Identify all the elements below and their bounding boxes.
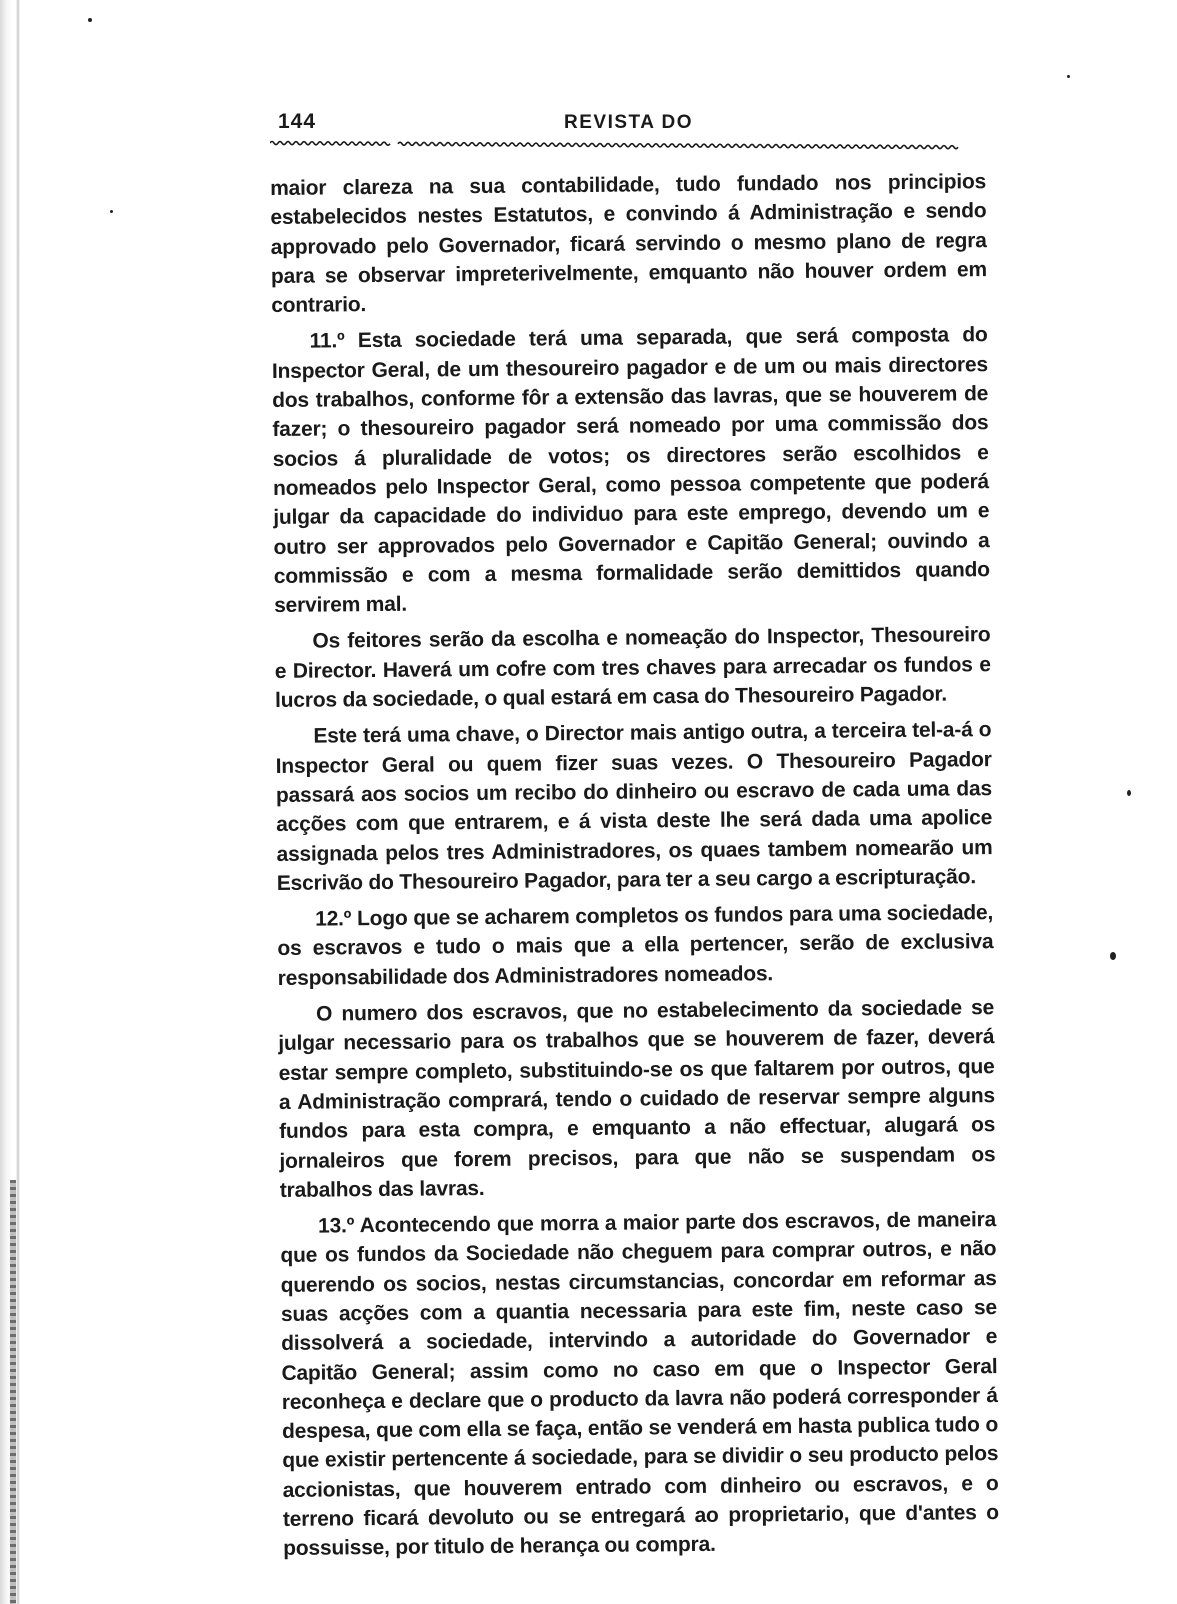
page — [270, 106, 999, 1561]
ink-speck — [1127, 790, 1131, 796]
paragraph: O numero dos escravos, que no estabelecimento da sociedade se julgar necessario para os trabalhos que se houverem de fazer, deverá estar sempre completo, substituindo-se os que faltarem por outros, que a Administração comprará, tendo o cuidado de reservar sempre alguns fundos para esta compra, e emquanto a não effectuar, alugará os jornaleiros que forem precisos, para que não se suspendam os trabalhos das lavras. — [278, 996, 996, 1202]
ink-speck — [88, 18, 92, 22]
running-head: REVISTA DO — [564, 112, 694, 133]
paragraph-article-13: 13.º Acontecendo que morra a maior parte dos escravos, de maneira que os fundos da Sociedade não cheguem para comprar outros, e não querendo os socios, nestas circumstancias, concordar em reformar as suas acções com a quantia necessaria para este fim, neste caso se dissolverá a sociedade, intervindo a autoridade do Governador e Capitão General; assim como no caso em que o Inspector Geral reconheça e declare que o producto da lavra não poderá corresponder á despesa, que com ella se faça, então se venderá em hasta publica tudo o que existir pertencente á sociedade, para se dividir o seu producto pelos accionistas, que houverem entrado com dinheiro ou escravos, e o terreno ficará devoluto ou se entregará ao proprietario, que d'antes o possuisse, por titulo de herança ou compra. — [280, 1208, 999, 1561]
ink-speck — [110, 210, 113, 213]
body-text — [270, 167, 999, 1563]
paragraph-article-12: 12.º Logo que se acharem completos os fundos para uma sociedade, os escravos e tudo o mais que a ella pertencer, serão de exclusiva responsabilidade dos Administradores nomeados. — [277, 901, 994, 990]
paragraph: Os feitores serão da escolha e nomeação do Inspector, Thesoureiro e Director. Haverá um cofre com tres chaves para arrecadar os fundos e lucros da sociedade, o qual estará em casa do Thesoureiro Pagador. — [274, 623, 991, 713]
paragraph-article-11: 11.º Esta sociedade terá uma separada, que será composta do Inspector Geral, de um thesoureiro pagador e de um ou mais directores dos trabalhos, conforme fôr a extensão das lavras, que se houverem de fazer; o thesoureiro pagador será nomeado por uma commissão dos socios á pluralidade de votos; os directores serão escolhidos e nomeados pelo Inspector Geral, como pessoa competente que poderá julgar da capacidade do individuo para este emprego, devendo um e outro ser approvados pelo Governador e Capitão General; ouvindo a commissão e com a mesma formalidade serão demittidos quando servirem mal. — [271, 323, 990, 618]
scan-page-edge — [0, 0, 28, 1604]
page-number: 144 — [278, 110, 317, 133]
paragraph: maior clareza na sua contabilidade, tudo fundado nos principios estabelecidos nestes Estatutos, e convindo á Administração e sendo approvado pelo Governador, ficará servindo o mesmo plano de regra para se observar impreterivelmente, emquanto não houver ordem em contrario. — [270, 170, 988, 318]
page-header — [270, 106, 990, 142]
paragraph: Este terá uma chave, o Director mais antigo outra, a terceira tel-a-á o Inspector Geral ou quem fizer suas vezes. O Thesoureiro Pagador passará aos socios um recibo do dinheiro ou escravo de cada uma das acções com que entrarem, e á vista deste lhe será dada uma apolice assignada pelos tres Administradores, os quaes tambem nomearão um Escrivão do Thesoureiro Pagador, para ter a seu cargo a escripturação. — [275, 718, 993, 895]
ink-speck — [1110, 952, 1116, 960]
header-wavy-rule — [270, 140, 962, 150]
ink-speck — [1067, 75, 1070, 78]
